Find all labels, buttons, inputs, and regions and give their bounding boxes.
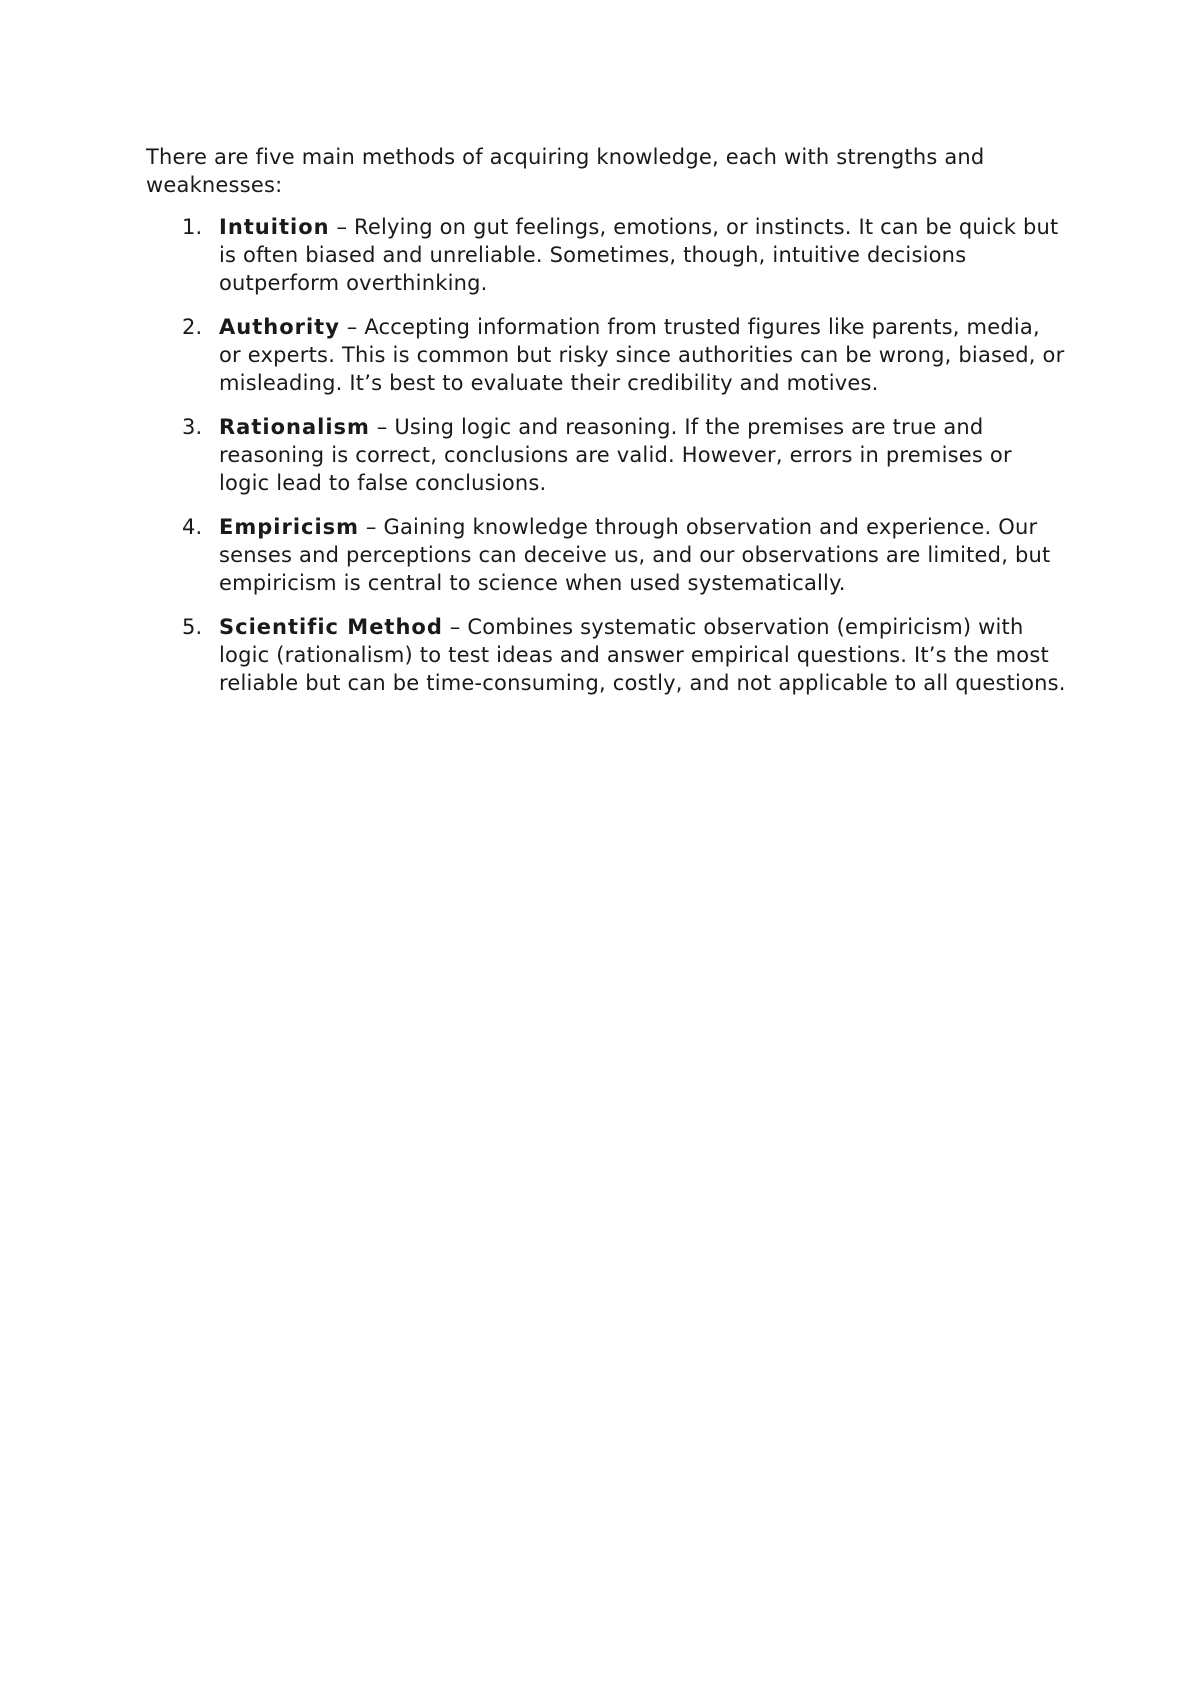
list-item-description: – Accepting information from trusted figures like parents, media, or experts. This is common but risky since authorities can be wrong, biased, or misleading. It’s best to evaluate their credibility and motives.	[219, 315, 1065, 395]
list-item	[146, 213, 1066, 297]
list-item-number: 5.	[182, 615, 203, 639]
list-item-term: Rationalism	[219, 415, 370, 439]
list-item	[146, 413, 1066, 497]
list-item-description: – Combines systematic observation (empiricism) with logic (rationalism) to test ideas and answer empirical questions. It’s the most reliable but can be time-consuming, costly, and not applicable to all questions.	[219, 615, 1066, 695]
document-body	[146, 143, 1066, 713]
list-item-term: Scientific Method	[219, 615, 443, 639]
methods-list	[146, 213, 1066, 697]
list-item	[146, 513, 1066, 597]
list-item-term: Empiricism	[219, 515, 360, 539]
intro-paragraph: There are five main methods of acquiring knowledge, each with strengths and weaknesses:	[146, 145, 985, 197]
list-item-term: Authority	[219, 315, 340, 339]
list-item-number: 2.	[182, 315, 203, 339]
list-item	[146, 613, 1066, 697]
list-item-number: 1.	[182, 215, 203, 239]
list-item-description: – Using logic and reasoning. If the premises are true and reasoning is correct, conclusions are valid. However, errors in premises or logic lead to false conclusions.	[219, 415, 1012, 495]
list-item-description: – Gaining knowledge through observation and experience. Our senses and perceptions can deceive us, and our observations are limited, but empiricism is central to science when used systematically.	[219, 515, 1051, 595]
list-item-number: 4.	[182, 515, 203, 539]
list-item-number: 3.	[182, 415, 203, 439]
list-item-description: – Relying on gut feelings, emotions, or instincts. It can be quick but is often biased and unreliable. Sometimes, though, intuitive decisions outperform overthinking.	[219, 215, 1059, 295]
list-item	[146, 313, 1066, 397]
list-item-term: Intuition	[219, 215, 330, 239]
